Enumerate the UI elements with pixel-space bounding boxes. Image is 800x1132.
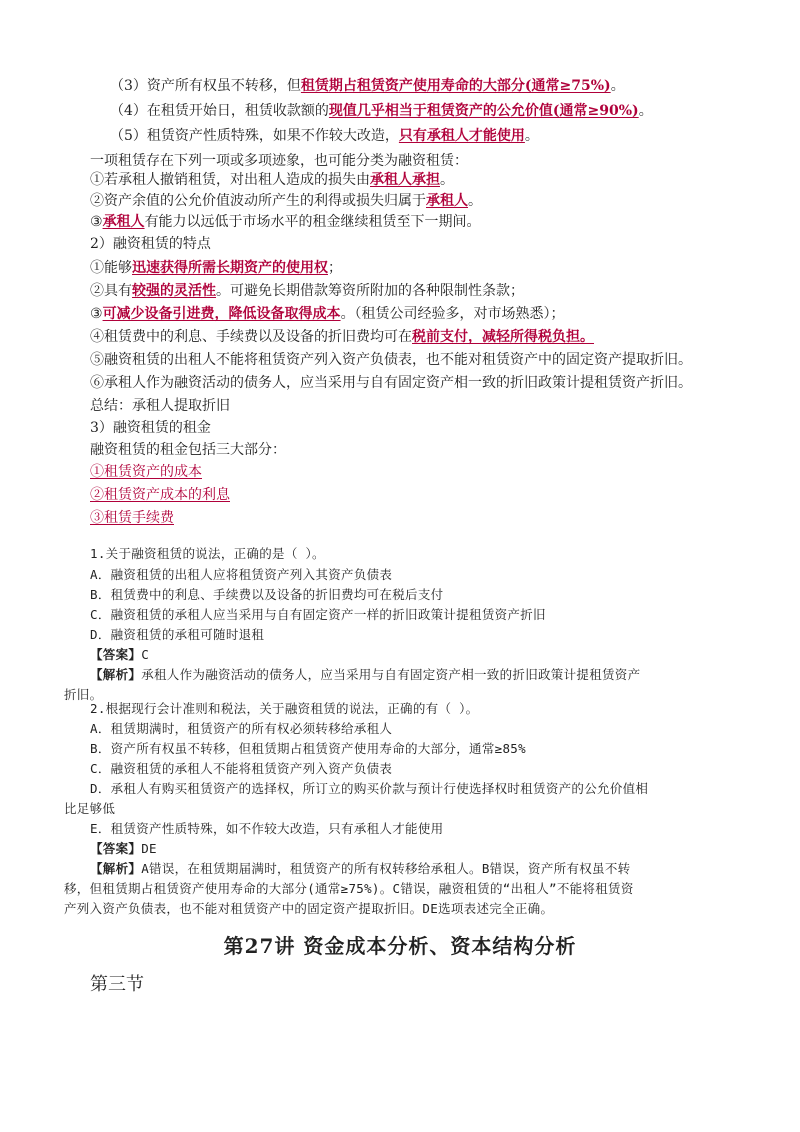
- q1-option-c: C．融资租赁的承租人应当采用与自有固定资产一样的折旧政策计提租赁资产折旧: [90, 607, 546, 622]
- q2-option-c: C．融资租赁的承租人不能将租赁资产列入资产负债表: [90, 761, 393, 776]
- line-indicators: 一项租赁存在下列一项或多项迹象，也可能分类为融资租赁：: [90, 153, 468, 169]
- text: 。: [468, 193, 482, 209]
- text: ②具有: [90, 283, 132, 299]
- text: 。: [524, 128, 539, 144]
- text: 。: [440, 172, 454, 188]
- answer-label: 【答案】: [90, 647, 142, 662]
- text: ②资产余值的公允价值波动所产生的利得或损失归属于: [90, 193, 426, 209]
- q2-option-e: E．租赁资产性质特殊，如不作较大改造，只有承租人才能使用: [90, 821, 444, 836]
- highlight-text: 现值几乎相当于租赁资产的公允价值(通常≥90%): [328, 103, 639, 119]
- explanation-text: 承租人作为融资活动的债务人，应当采用与自有固定资产相一致的折旧政策计提租赁资产: [141, 667, 641, 682]
- highlight-text: 承租人承担: [370, 172, 440, 188]
- line-feature-2: [90, 281, 524, 301]
- text: （5）租赁资产性质特殊，如果不作较大改造，: [110, 128, 399, 144]
- explanation-label: 【解析】: [90, 861, 142, 876]
- line-indicator-1: [90, 170, 454, 190]
- q1-option-a: A．融资租赁的出租人应将租赁资产列入其资产负债表: [90, 567, 393, 582]
- section-heading: 第三节: [90, 974, 144, 995]
- line-special-asset: [110, 126, 539, 146]
- q1-answer: [90, 645, 149, 665]
- text: （3）资产所有权虽不转移，但: [110, 78, 301, 94]
- text: ①能够: [90, 260, 132, 276]
- explanation-label: 【解析】: [90, 667, 142, 682]
- highlight-text: 税前支付，减轻所得税负担。: [412, 329, 594, 345]
- text: 。（租赁公司经验多，对市场熟悉）；: [340, 306, 565, 322]
- q1-explanation-line1: [90, 665, 640, 685]
- q2-explanation-line2: 移，但租赁期占租赁资产使用寿命的大部分(通常≥75%)。C错误，融资租赁的“出租人”不能将租赁资: [64, 881, 634, 896]
- line-rent-2: ②租赁资产成本的利息: [90, 487, 230, 503]
- section-rent: 3）融资租赁的租金: [90, 420, 211, 436]
- q2-stem: 2.根据现行会计准则和税法，关于融资租赁的说法，正确的有（ ）。: [90, 701, 479, 716]
- text: 。: [638, 103, 653, 119]
- line-feature-1: [90, 258, 342, 278]
- q2-option-b: B．资产所有权虽不转移，但租赁期占租赁资产使用寿命的大部分，通常≥85%: [90, 741, 526, 756]
- lecture-heading: 第27讲 资金成本分析、资本结构分析: [223, 934, 577, 958]
- text: 有能力以远低于市场水平的租金继续租赁至下一期间。: [144, 214, 481, 230]
- section-features: 2）融资租赁的特点: [90, 236, 211, 252]
- line-feature-6: ⑥承租人作为融资活动的债务人，应当采用与自有固定资产相一致的折旧政策计提租赁资产折旧。: [90, 375, 692, 391]
- q2-option-d-line1: D．承租人有购买租赁资产的选择权，所订立的购买价款与预计行使选择权时租赁资产的公允价值相: [90, 781, 649, 796]
- explanation-text: A错误，在租赁期届满时，租赁资产的所有权转移给承租人。B错误，资产所有权虽不转: [141, 861, 631, 876]
- q1-option-d: D．融资租赁的承租可随时退租: [90, 627, 265, 642]
- highlight-text: 迅速获得所需长期资产的使用权: [132, 260, 328, 276]
- line-rent-3: ③租赁手续费: [90, 510, 174, 526]
- highlight-text: 可减少设备引进费，降低设备取得成本: [102, 306, 341, 322]
- text: ③: [90, 306, 103, 322]
- highlight-text: 承租人: [102, 214, 145, 230]
- line-rent-intro: 融资租赁的租金包括三大部分：: [90, 442, 286, 458]
- q2-explanation-line1: [90, 859, 630, 879]
- text: （4）在租赁开始日，租赁收款额的: [110, 103, 329, 119]
- line-summary: 总结：承租人提取折旧: [90, 398, 230, 414]
- text: ①若承租人撤销租赁，对出租人造成的损失由: [90, 172, 370, 188]
- line-ownership: [110, 76, 625, 96]
- line-indicator-2: [90, 191, 482, 211]
- q2-option-a: A．租赁期满时，租赁资产的所有权必须转移给承租人: [90, 721, 393, 736]
- line-feature-4: [90, 327, 594, 347]
- text: 。: [610, 78, 625, 94]
- text: ③: [90, 214, 103, 230]
- text: ④租赁费中的利息、手续费以及设备的折旧费均可在: [90, 329, 412, 345]
- highlight-text: 承租人: [426, 193, 468, 209]
- text: 。可避免长期借款筹资所附加的各种限制性条款；: [216, 283, 524, 299]
- answer-value: C: [141, 647, 150, 662]
- highlight-text: 只有承租人才能使用: [398, 128, 525, 144]
- line-feature-3: [90, 304, 565, 324]
- q1-explanation-line2: 折旧。: [64, 687, 103, 702]
- line-rent-1: ①租赁资产的成本: [90, 464, 202, 480]
- q1-option-b: B．租赁费中的利息、手续费以及设备的折旧费均可在税后支付: [90, 587, 444, 602]
- line-indicator-3: [90, 212, 481, 232]
- q2-answer: [90, 839, 157, 859]
- q2-explanation-line3: 产列入资产负债表，也不能对租赁资产中的固定资产提取折旧。DE选项表述完全正确。: [64, 901, 554, 916]
- text: ；: [328, 260, 342, 276]
- highlight-text: 租赁期占租赁资产使用寿命的大部分(通常≥75%): [300, 78, 611, 94]
- answer-value: DE: [141, 841, 157, 856]
- q2-option-d-line2: 比足够低: [64, 801, 116, 816]
- line-feature-5: ⑤融资租赁的出租人不能将租赁资产列入资产负债表，也不能对租赁资产中的固定资产提取折旧。: [90, 352, 692, 368]
- answer-label: 【答案】: [90, 841, 142, 856]
- highlight-text: 较强的灵活性: [132, 283, 216, 299]
- line-present-value: [110, 101, 653, 121]
- q1-stem: 1.关于融资租赁的说法，正确的是（ ）。: [90, 546, 325, 561]
